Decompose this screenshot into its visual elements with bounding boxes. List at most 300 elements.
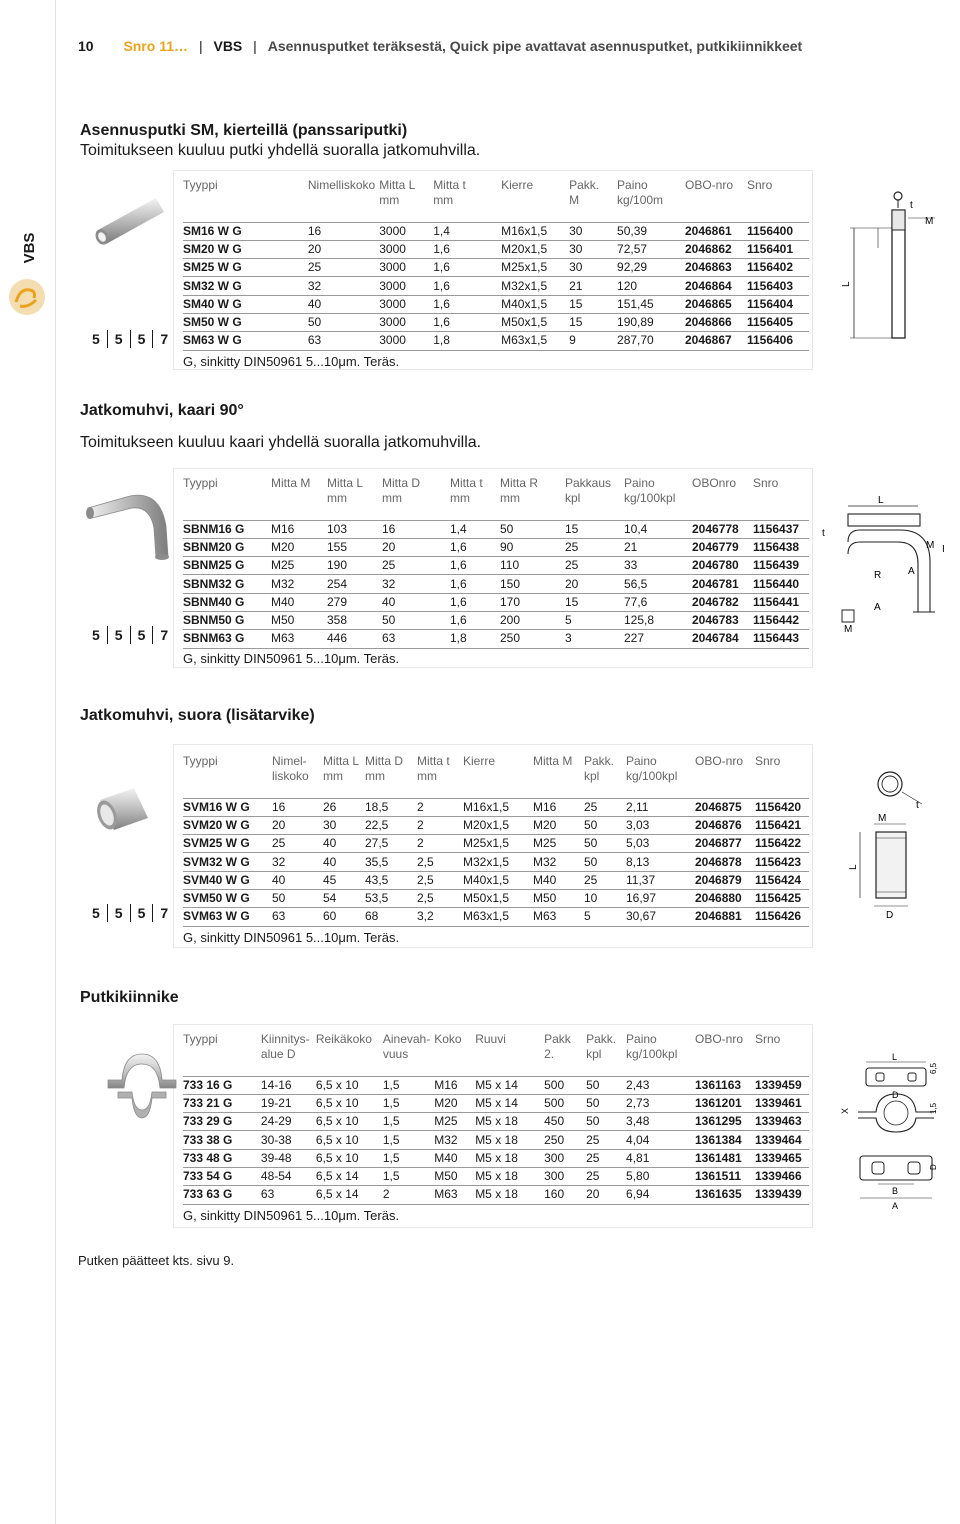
table-cell: 1,4	[450, 520, 500, 538]
col-header: Tyyppi	[183, 754, 218, 768]
table-cell: 2046879	[695, 871, 755, 889]
dimension-label: M	[925, 216, 934, 227]
table-cell: 45	[323, 871, 365, 889]
table-cell: 300	[544, 1167, 586, 1185]
dimension-label: M	[878, 813, 887, 824]
table-cell: 63	[272, 908, 323, 926]
table-cell: M5 x 18	[475, 1113, 544, 1131]
table-cell: 50	[584, 816, 626, 834]
table-cell: 733 29 G	[183, 1113, 261, 1131]
table-cell: 1,6	[433, 295, 501, 313]
table-cell: SBNM32 G	[183, 575, 271, 593]
table-cell: 6,5 x 10	[316, 1076, 383, 1094]
table-cell: 32	[308, 277, 379, 295]
table-cell: 450	[544, 1113, 586, 1131]
table-cell: 30	[569, 259, 617, 277]
table-cell: 63	[308, 332, 379, 350]
sidebar	[0, 0, 56, 1524]
table-cell: M63x1,5	[463, 908, 533, 926]
col-header: Snro	[753, 476, 779, 490]
table-cell: 14-16	[261, 1076, 316, 1094]
table-cell: 500	[544, 1076, 586, 1094]
section-subtitle-pipe: Toimitukseen kuuluu putki yhdellä suoralla jatkomuhvilla.	[80, 142, 481, 159]
table-cell: SM50 W G	[183, 313, 308, 331]
table-cell: M32	[533, 853, 584, 871]
table-cell: 1,6	[450, 593, 500, 611]
dimension-label: t	[916, 800, 919, 811]
table-cell: 733 48 G	[183, 1149, 261, 1167]
table-cell: 2,5	[417, 853, 463, 871]
table-cell: 6,5 x 10	[316, 1113, 383, 1131]
table-cell: 2046881	[695, 908, 755, 926]
table-cell: 50	[584, 853, 626, 871]
table-cell: 151,45	[617, 295, 685, 313]
table-cell: 5	[565, 611, 624, 629]
table-cell: M25x1,5	[463, 835, 533, 853]
table-cell: M5 x 14	[475, 1076, 544, 1094]
table-cell: 3000	[379, 222, 433, 240]
col-header: Mitta t mm	[417, 754, 450, 783]
table-cell: SBNM16 G	[183, 520, 271, 538]
table-cell: 120	[617, 277, 685, 295]
table-cell: 1156425	[755, 889, 809, 907]
table-cell: 250	[544, 1131, 586, 1149]
table-cell: 2046875	[695, 798, 755, 816]
table-cell: 1156406	[747, 332, 809, 350]
table-row	[183, 1094, 809, 1112]
table-cell: 68	[365, 908, 417, 926]
table-cell: 3000	[379, 240, 433, 258]
table-cell: 1156400	[747, 222, 809, 240]
table-cell: 1,6	[433, 277, 501, 295]
section-title-pipe: Asennusputki SM, kierteillä (panssariputki)	[80, 122, 408, 139]
table-cell: 2046863	[685, 259, 747, 277]
table-cell: 160	[544, 1186, 586, 1204]
table-cell: 1,6	[450, 538, 500, 556]
table-cell: SM32 W G	[183, 277, 308, 295]
col-header: Paino kg/100kpl	[626, 754, 678, 783]
table-cell: 16	[382, 520, 450, 538]
table-cell: 5	[584, 908, 626, 926]
table-cell: 1,6	[450, 611, 500, 629]
table-cell: 1,6	[433, 259, 501, 277]
brand-name: VBS	[213, 38, 243, 54]
table-cell: 24-29	[261, 1113, 316, 1131]
table-cell: 1156443	[753, 630, 809, 648]
col-header: Mitta L mm	[379, 178, 416, 207]
dimension-label: L	[841, 281, 852, 287]
table-cell: 20	[308, 240, 379, 258]
breadcrumb-link[interactable]: Snro 11…	[123, 38, 189, 54]
table-cell: 30,67	[626, 908, 695, 926]
table-cell: 6,5 x 14	[316, 1186, 383, 1204]
section-subtitle-elbow: Toimitukseen kuuluu kaari yhdellä suoralla jatkomuhvilla.	[80, 434, 482, 451]
table-row	[183, 222, 809, 240]
table-cell: 50	[500, 520, 565, 538]
col-header: Tyyppi	[183, 1032, 218, 1046]
table-cell: 250	[500, 630, 565, 648]
col-header: OBO-nro	[694, 1032, 743, 1046]
footer-note: Putken päätteet kts. sivu 9.	[78, 1253, 235, 1268]
table-cell: 6,5 x 14	[316, 1167, 383, 1185]
table-cell: 30-38	[261, 1131, 316, 1149]
table-cell: 21	[569, 277, 617, 295]
table-cell: 446	[327, 630, 382, 648]
table-cell: 3,2	[417, 908, 463, 926]
table-cell: 25	[584, 798, 626, 816]
table-cell: 1156403	[747, 277, 809, 295]
table-cell: 733 63 G	[183, 1186, 261, 1204]
table-cell: M50x1,5	[501, 313, 569, 331]
table-cell: 16	[272, 798, 323, 816]
table-cell: M20x1,5	[463, 816, 533, 834]
table-header-row	[183, 1032, 809, 1076]
col-header: Tyyppi	[183, 178, 218, 192]
table-cell: M20	[533, 816, 584, 834]
table-cell: 50	[586, 1113, 626, 1131]
table-cell: 1,6	[433, 240, 501, 258]
table-cell: 500	[544, 1094, 586, 1112]
table-cell: 1339459	[755, 1076, 809, 1094]
table-cell: 50	[308, 313, 379, 331]
table-cell: 227	[624, 630, 692, 648]
code-digit: 7	[160, 627, 169, 643]
table-cell: 1,5	[383, 1131, 434, 1149]
table-cell: 1,5	[383, 1149, 434, 1167]
table-cell: 1339466	[755, 1167, 809, 1185]
section-title-clamp: Putkikiinnike	[80, 989, 179, 1006]
table-cell: M5 x 18	[475, 1131, 544, 1149]
table-cell: 1339465	[755, 1149, 809, 1167]
table-cell: 1156405	[747, 313, 809, 331]
table-cell: M50	[271, 611, 327, 629]
table-cell: 50,39	[617, 222, 685, 240]
table-cell: M16	[434, 1076, 475, 1094]
table-cell: 11,37	[626, 871, 695, 889]
table-cell: 50	[586, 1076, 626, 1094]
table-cell: 16	[308, 222, 379, 240]
col-header: Tyyppi	[183, 476, 218, 490]
table-cell: 2046861	[685, 222, 747, 240]
table-cell: 2	[417, 835, 463, 853]
table-cell: 733 16 G	[183, 1076, 261, 1094]
col-header: Kierre	[463, 754, 496, 768]
elbow-spec-table	[183, 476, 809, 649]
table-cell: 50	[584, 835, 626, 853]
table-cell: M25	[434, 1113, 475, 1131]
dimension-label: t	[822, 528, 825, 539]
table-cell: 1,5	[383, 1113, 434, 1131]
table-cell: SBNM20 G	[183, 538, 271, 556]
table-row	[183, 538, 809, 556]
table-row	[183, 853, 809, 871]
table-cell: 4,04	[626, 1131, 695, 1149]
table-cell: 2	[417, 798, 463, 816]
table-cell: M40	[434, 1149, 475, 1167]
table-cell: 1,6	[450, 557, 500, 575]
table-cell: 2,5	[417, 871, 463, 889]
table-cell: 2046865	[685, 295, 747, 313]
table-cell: 54	[323, 889, 365, 907]
table-cell: 15	[565, 520, 624, 538]
dimension-label: D	[886, 910, 894, 921]
table-cell: 190	[327, 557, 382, 575]
table-cell: M63x1,5	[501, 332, 569, 350]
table-cell: 200	[500, 611, 565, 629]
table-cell: 1156420	[755, 798, 809, 816]
table-cell: 254	[327, 575, 382, 593]
dimension-label: L	[848, 864, 859, 870]
col-header: Mitta t mm	[450, 476, 483, 505]
table-cell: 92,29	[617, 259, 685, 277]
dimension-label: L	[892, 1052, 898, 1062]
table-cell: 1339461	[755, 1094, 809, 1112]
table-cell: 50	[272, 889, 323, 907]
page-header	[78, 38, 802, 54]
col-header: Ruuvi	[475, 1032, 506, 1046]
table-cell: 2,5	[417, 889, 463, 907]
code-digit: 5	[131, 626, 154, 644]
table-row	[183, 295, 809, 313]
table-cell: 1156401	[747, 240, 809, 258]
table-row	[183, 313, 809, 331]
table-row	[183, 630, 809, 648]
table-cell: M5 x 18	[475, 1167, 544, 1185]
col-header: Paino kg/100kpl	[624, 476, 676, 505]
table-cell: 35,5	[365, 853, 417, 871]
table-cell: M50	[533, 889, 584, 907]
table-cell: 125,8	[624, 611, 692, 629]
table-cell: 2046877	[695, 835, 755, 853]
table-cell: 10	[584, 889, 626, 907]
table-cell: 1156421	[755, 816, 809, 834]
product-codes	[92, 904, 175, 922]
table-cell: 4,81	[626, 1149, 695, 1167]
table-cell: M32	[434, 1131, 475, 1149]
col-header: Snro	[746, 178, 773, 192]
table-cell: 279	[327, 593, 382, 611]
clamp-spec-table	[183, 1032, 809, 1205]
table-cell: M20	[434, 1094, 475, 1112]
table-cell: 733 21 G	[183, 1094, 261, 1112]
table-row	[183, 1167, 809, 1185]
table-cell: 300	[544, 1149, 586, 1167]
table-cell: 2046780	[692, 557, 753, 575]
table-cell: 16,97	[626, 889, 695, 907]
table-cell: 20	[382, 538, 450, 556]
table-cell: 190,89	[617, 313, 685, 331]
table-cell: 25	[382, 557, 450, 575]
table-cell: 40	[272, 871, 323, 889]
table-cell: SVM16 W G	[183, 798, 272, 816]
table-cell: 25	[565, 557, 624, 575]
pipe-product-icon	[86, 190, 196, 280]
table-cell: M16	[271, 520, 327, 538]
table-cell: 1361163	[695, 1076, 755, 1094]
dimension-label: t	[910, 200, 913, 211]
table-cell: 1156441	[753, 593, 809, 611]
table-cell: M32x1,5	[501, 277, 569, 295]
table-cell: 15	[569, 295, 617, 313]
table-cell: 6,5 x 10	[316, 1131, 383, 1149]
table-cell: M16	[533, 798, 584, 816]
table-cell: SBNM63 G	[183, 630, 271, 648]
coupling-dimension-drawing	[840, 768, 950, 928]
table-cell: 1156437	[753, 520, 809, 538]
table-cell: SBNM25 G	[183, 557, 271, 575]
pipe-spec-table	[183, 178, 809, 351]
table-cell: 170	[500, 593, 565, 611]
table-cell: M40x1,5	[463, 871, 533, 889]
table-row	[183, 871, 809, 889]
table-cell: 1156440	[753, 575, 809, 593]
table-cell: M5 x 14	[475, 1094, 544, 1112]
section-title-coupling: Jatkomuhvi, suora (lisätarvike)	[80, 707, 315, 724]
table-cell: 32	[382, 575, 450, 593]
dimension-label: I	[942, 544, 945, 555]
dimension-label: B	[892, 1186, 899, 1196]
code-digit: 7	[160, 905, 169, 921]
code-digit: 5	[108, 330, 131, 348]
table-row	[183, 520, 809, 538]
table-cell: 150	[500, 575, 565, 593]
col-header: Mitta R mm	[500, 476, 539, 505]
table-cell: 26	[323, 798, 365, 816]
col-header: Mitta L mm	[327, 476, 364, 505]
table-cell: M5 x 18	[475, 1186, 544, 1204]
table-cell: 2046862	[685, 240, 747, 258]
table-cell: 2046878	[695, 853, 755, 871]
table-cell: 63	[261, 1186, 316, 1204]
coupling-spec-table	[183, 754, 809, 927]
table-cell: 3,48	[626, 1113, 695, 1131]
table-cell: 1,5	[383, 1167, 434, 1185]
table-cell: 1,6	[433, 313, 501, 331]
table-cell: 3000	[379, 332, 433, 350]
code-digit: 5	[92, 626, 108, 644]
code-digit: 5	[108, 904, 131, 922]
table-row	[183, 816, 809, 834]
table-cell: 733 38 G	[183, 1131, 261, 1149]
table-cell: 40	[382, 593, 450, 611]
table-cell: 6,5 x 10	[316, 1094, 383, 1112]
table-cell: 18,5	[365, 798, 417, 816]
table-cell: 25	[272, 835, 323, 853]
col-header: Mitta L mm	[323, 754, 360, 783]
table-cell: M40	[533, 871, 584, 889]
table-cell: 90	[500, 538, 565, 556]
table-cell: 6,5 x 10	[316, 1149, 383, 1167]
table-cell: M20x1,5	[501, 240, 569, 258]
table-cell: 2,43	[626, 1076, 695, 1094]
table-header-row	[183, 178, 809, 222]
table-cell: 30	[323, 816, 365, 834]
dimension-label: L	[878, 495, 884, 506]
col-header: Pakk 2.	[544, 1032, 571, 1061]
table-row	[183, 1076, 809, 1094]
material-note: G, sinkitty DIN50961 5...10μm. Teräs.	[183, 354, 400, 369]
table-cell: SBNM40 G	[183, 593, 271, 611]
table-row	[183, 277, 809, 295]
col-header: Koko	[434, 1032, 462, 1046]
table-cell: 72,57	[617, 240, 685, 258]
elbow-product-icon	[80, 486, 190, 576]
vbs-logo-icon	[8, 278, 46, 316]
table-cell: 15	[569, 313, 617, 331]
table-cell: 1,4	[433, 222, 501, 240]
table-cell: 2046781	[692, 575, 753, 593]
table-cell: 77,6	[624, 593, 692, 611]
table-cell: 3000	[379, 277, 433, 295]
table-cell: M50	[434, 1167, 475, 1185]
table-cell: 19-21	[261, 1094, 316, 1112]
page-number: 10	[78, 38, 94, 54]
table-cell: M40	[271, 593, 327, 611]
table-cell: 1156426	[755, 908, 809, 926]
table-cell: 33	[624, 557, 692, 575]
table-cell: 40	[323, 853, 365, 871]
code-digit: 5	[108, 626, 131, 644]
table-cell: M32x1,5	[463, 853, 533, 871]
table-cell: 2046864	[685, 277, 747, 295]
col-header: Nimel- liskoko	[272, 754, 309, 783]
table-cell: 2046880	[695, 889, 755, 907]
table-cell: M63	[271, 630, 327, 648]
col-header: Mitta t mm	[433, 178, 466, 207]
table-cell: 1339439	[755, 1186, 809, 1204]
table-row	[183, 593, 809, 611]
table-cell: 53,5	[365, 889, 417, 907]
col-header: Pakk. M	[569, 178, 600, 207]
table-cell: 43,5	[365, 871, 417, 889]
material-note: G, sinkitty DIN50961 5...10μm. Teräs.	[183, 930, 400, 945]
breadcrumb-separator: |	[198, 38, 203, 54]
table-cell: 25	[584, 871, 626, 889]
table-cell: 3000	[379, 295, 433, 313]
table-row	[183, 240, 809, 258]
table-row	[183, 1149, 809, 1167]
col-header: Paino kg/100kpl	[626, 1032, 678, 1061]
table-row	[183, 1186, 809, 1204]
col-header: Mitta D mm	[382, 476, 421, 505]
table-cell: M5 x 18	[475, 1149, 544, 1167]
table-cell: 56,5	[624, 575, 692, 593]
dimension-label: A	[908, 566, 915, 577]
table-cell: SVM40 W G	[183, 871, 272, 889]
table-cell: 10,4	[624, 520, 692, 538]
table-cell: SVM63 W G	[183, 908, 272, 926]
table-row	[183, 575, 809, 593]
table-cell: 3,03	[626, 816, 695, 834]
dimension-label: M	[844, 624, 853, 635]
table-cell: M20	[271, 538, 327, 556]
dimension-label: 6,5	[929, 1062, 938, 1074]
table-cell: 5,03	[626, 835, 695, 853]
table-cell: 8,13	[626, 853, 695, 871]
table-cell: SBNM50 G	[183, 611, 271, 629]
table-cell: M25x1,5	[501, 259, 569, 277]
clamp-dimension-drawing	[836, 1052, 956, 1212]
table-cell: 50	[586, 1094, 626, 1112]
table-cell: 20	[565, 575, 624, 593]
dimension-label: M	[926, 540, 935, 551]
table-cell: 1156422	[755, 835, 809, 853]
table-cell: 2	[383, 1186, 434, 1204]
table-cell: 287,70	[617, 332, 685, 350]
table-cell: 40	[308, 295, 379, 313]
table-cell: 48-54	[261, 1167, 316, 1185]
table-cell: 22,5	[365, 816, 417, 834]
